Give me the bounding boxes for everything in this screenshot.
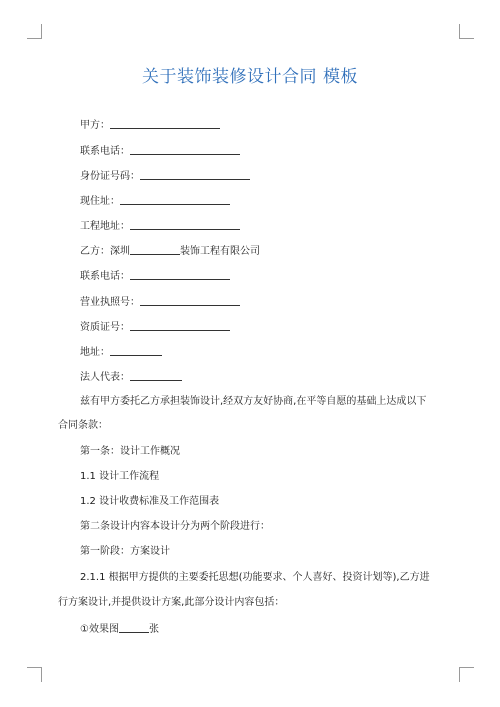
corner-mark-bottom-left [27, 667, 42, 682]
render-count-blank[interactable] [119, 621, 149, 633]
party-a-line [80, 117, 220, 132]
corner-mark-bottom-right [459, 667, 474, 682]
party-a-blank[interactable] [110, 117, 220, 129]
render-count-suffix: 张 [148, 624, 159, 635]
id-number-label: 身份证号码： [80, 171, 140, 182]
address-line [80, 344, 162, 359]
business-license-line [80, 294, 240, 309]
address-label: 地址： [80, 347, 110, 358]
render-count-line [80, 621, 159, 636]
business-license-blank[interactable] [140, 294, 240, 306]
current-address-line [80, 193, 230, 208]
project-address-blank[interactable] [130, 218, 240, 230]
render-count-prefix: ①效果图 [80, 624, 119, 635]
phone-a-blank[interactable] [130, 143, 240, 155]
party-b-blank[interactable] [130, 243, 180, 255]
project-address-line [80, 218, 240, 233]
phone-a-line [80, 143, 240, 158]
party-b-prefix: 乙方：深圳 [80, 246, 130, 257]
address-blank[interactable] [110, 344, 162, 356]
current-address-label: 现住址： [80, 196, 120, 207]
legal-rep-blank[interactable] [130, 369, 182, 381]
legal-rep-label: 法人代表： [80, 372, 130, 383]
article-2-heading: 第二条设计内容本设计分为两个阶段进行： [80, 521, 270, 532]
current-address-blank[interactable] [120, 193, 230, 205]
id-number-line [80, 168, 250, 183]
phone-b-blank[interactable] [130, 268, 230, 280]
id-number-blank[interactable] [140, 168, 250, 180]
party-b-line [80, 243, 260, 258]
phone-a-label: 联系电话： [80, 146, 130, 157]
intro-line-1: 兹有甲方委托乙方承担装饰设计,经双方友好协商,在平等自愿的基础上达成以下 [80, 396, 427, 407]
item-2-1-1-line-2: 行方案设计,并提供设计方案,此部分设计内容包括： [58, 597, 285, 608]
intro-line-2: 合同条款： [58, 420, 108, 431]
corner-mark-top-left [27, 24, 42, 39]
item-1-2: 1.2 设计收费标准及工作范围表 [80, 496, 220, 507]
qualification-label: 资质证号： [80, 322, 130, 333]
party-b-suffix: 装饰工程有限公司 [180, 246, 260, 257]
stage-1-heading: 第一阶段：方案设计 [80, 546, 170, 557]
party-a-label: 甲方： [80, 120, 110, 131]
item-2-1-1-line-1: 2.1.1 根据甲方提供的主要委托思想(功能要求、个人喜好、投资计划等),乙方进 [80, 572, 430, 583]
qualification-line [80, 319, 230, 334]
article-1-heading: 第一条：设计工作概况 [80, 446, 180, 457]
document-title: 关于装饰装修设计合同 模板 [142, 67, 358, 87]
business-license-label: 营业执照号： [80, 297, 140, 308]
qualification-blank[interactable] [130, 319, 230, 331]
legal-rep-line [80, 369, 182, 384]
phone-b-label: 联系电话： [80, 271, 130, 282]
corner-mark-top-right [459, 24, 474, 39]
phone-b-line [80, 268, 230, 283]
item-1-1: 1.1 设计工作流程 [80, 471, 160, 482]
project-address-label: 工程地址： [80, 221, 130, 232]
